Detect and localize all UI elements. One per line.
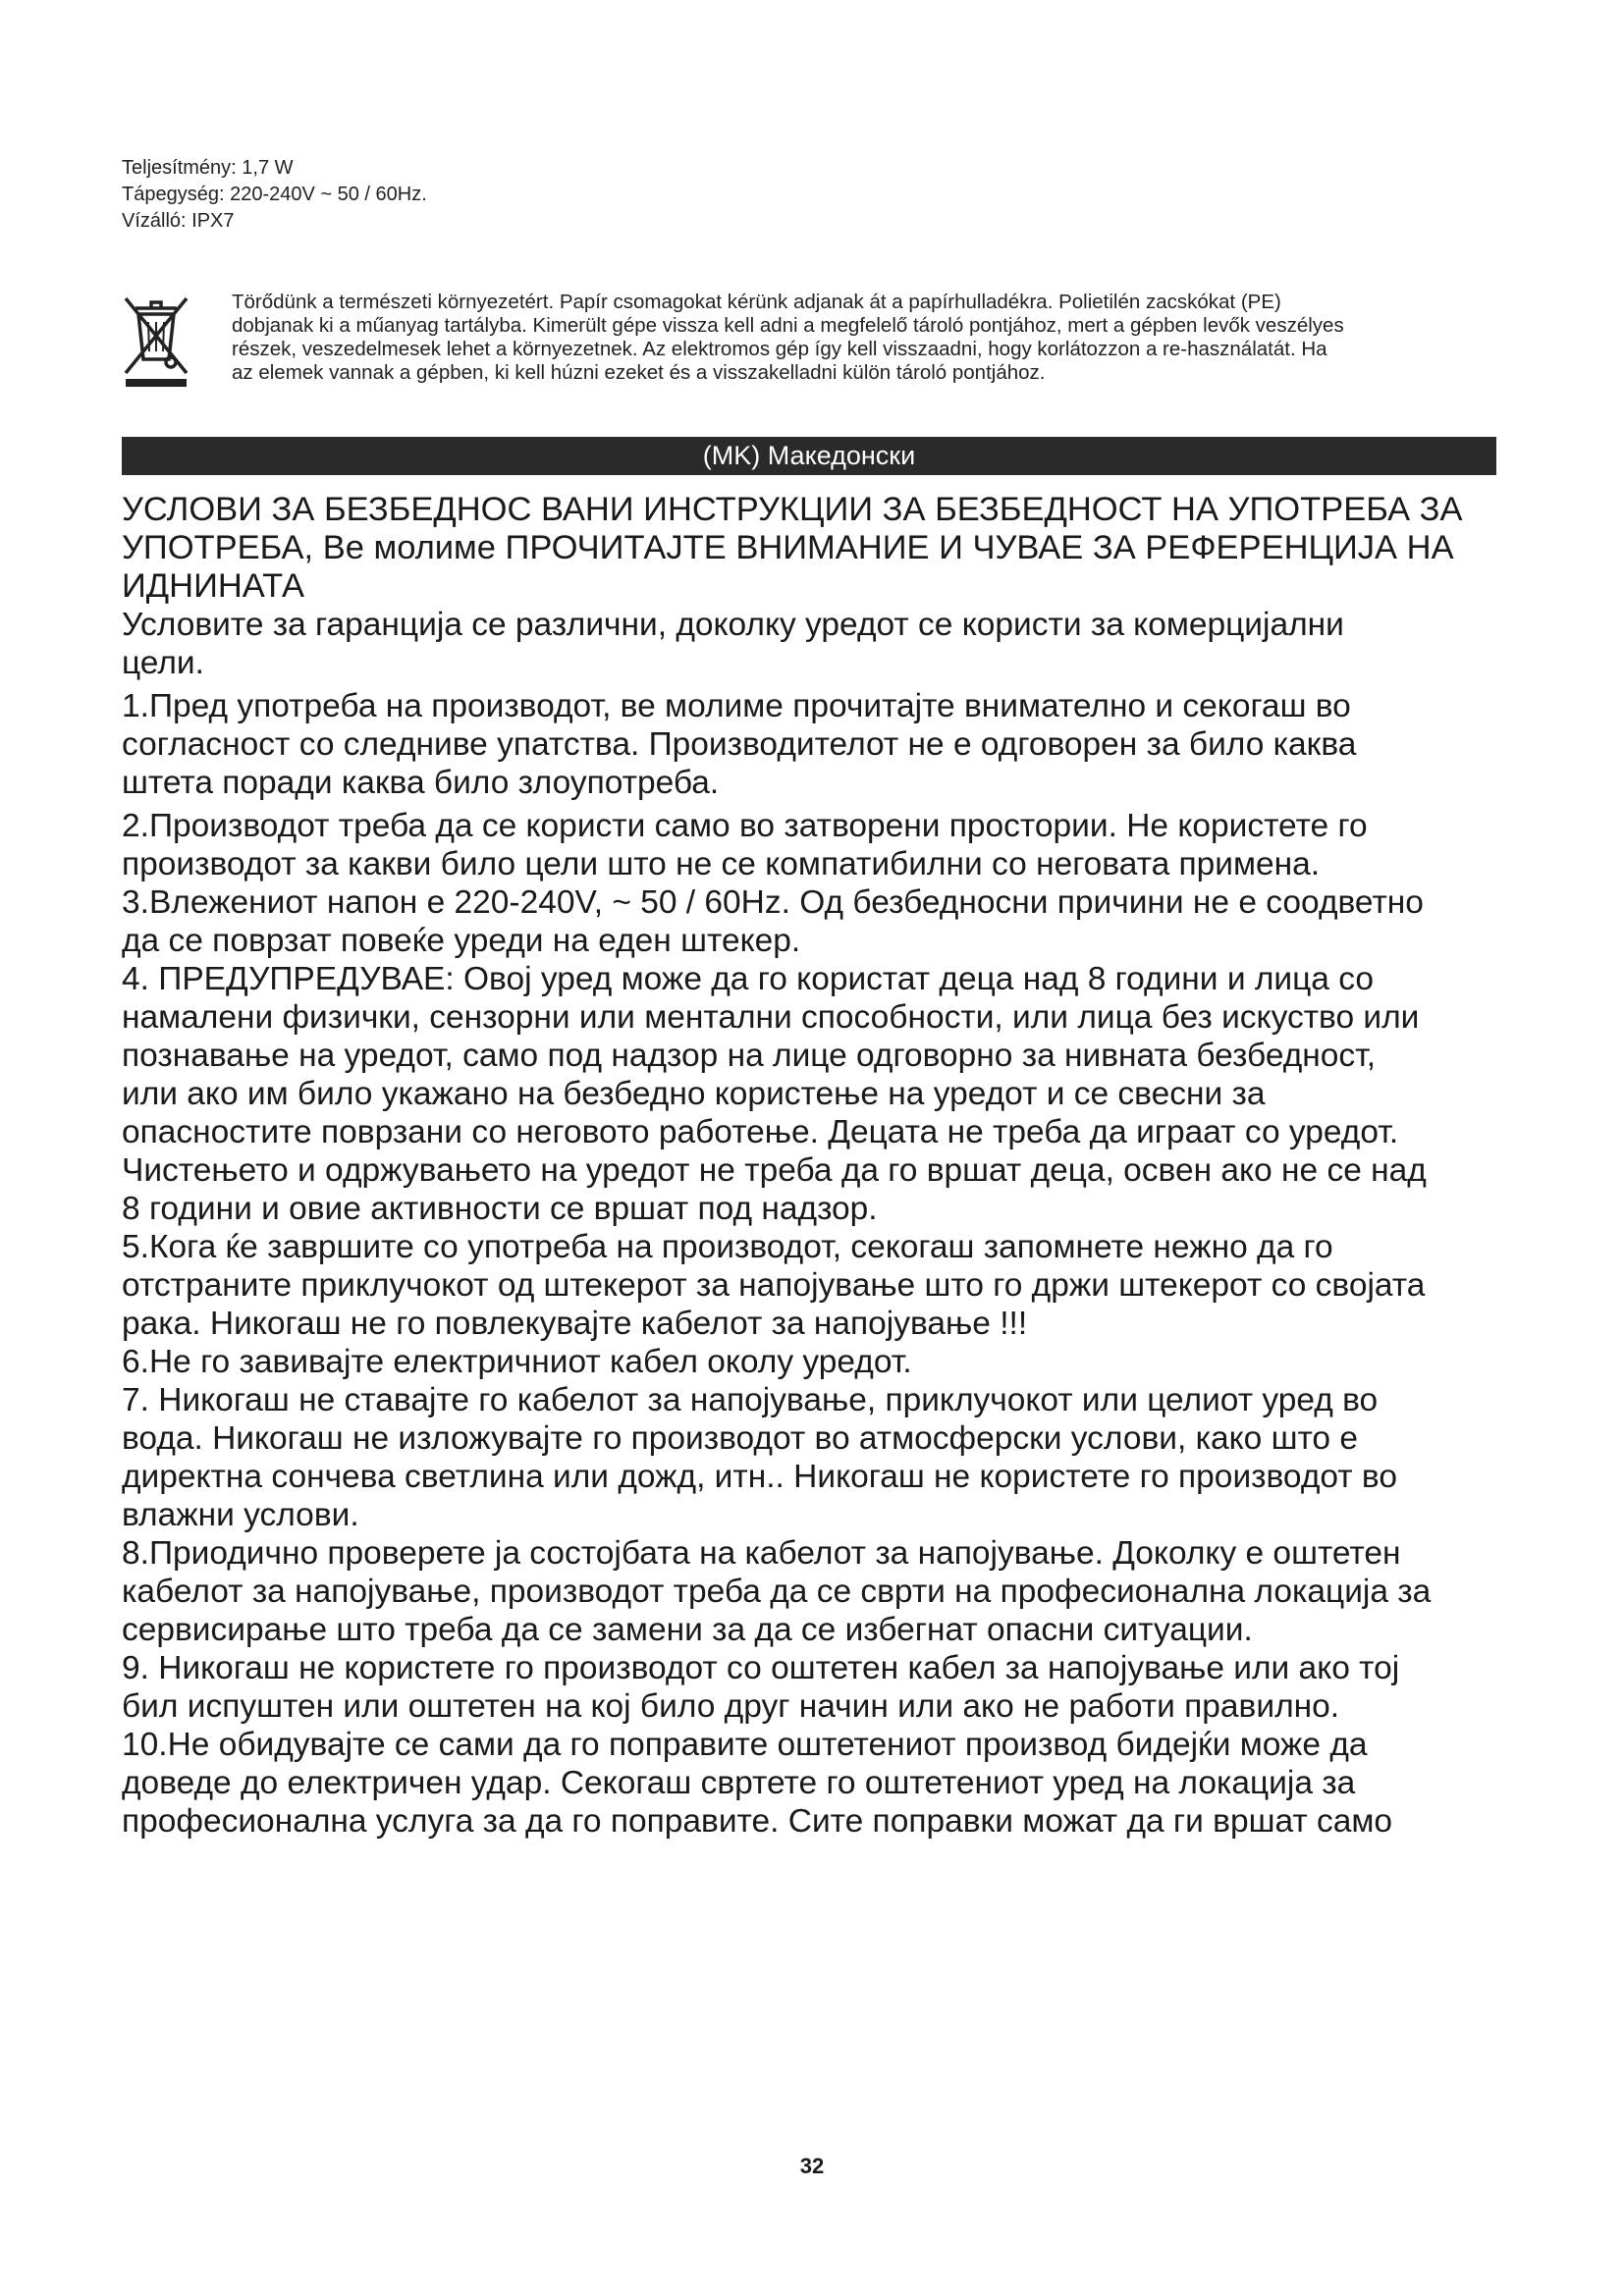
eco-notice-line: az elemek vannak a gépben, ki kell húzni ezeket és a visszakelladni külön tároló pontjához. — [232, 361, 1046, 384]
instruction-3-line: 3.Влежениот напон е 220-240V, ~ 50 / 60Hz. Од безбедносни причини не е соодветно — [122, 884, 1424, 921]
paragraph-line: Условите за гаранција се различни, доколку уредот се користи за комерцијални — [122, 607, 1344, 643]
spec-power-supply: Tápegység: 220-240V ~ 50 / 60Hz. — [122, 184, 427, 205]
instruction-4-line: 4. ПРЕДУПРЕДУВАЕ: Овој уред може да го користат деца над 8 години и лица со — [122, 961, 1374, 997]
section-title-line: УСЛОВИ ЗА БЕЗБЕДНОС ВАНИ ИНСТРУКЦИИ ЗА БЕЗБЕДНОСТ НА УПОТРЕБА ЗА — [122, 491, 1463, 528]
instruction-1-line: согласност со следниве упатства. Производителот не е одговорен за било каква — [122, 726, 1357, 763]
instruction-4-line: 8 години и овие активности се вршат под надзор. — [122, 1191, 878, 1227]
instruction-8-line: кабелот за напојување, производот треба да се сврти на професионална локација за — [122, 1574, 1432, 1610]
instruction-4-line: или ако им било укажано на безбедно користење на уредот и се свесни за — [122, 1076, 1266, 1112]
language-section-header: (MK) Македонски — [122, 437, 1496, 475]
instruction-8-line: сервисирање што треба да се замени за да се избегнат опасни ситуации. — [122, 1612, 1253, 1648]
eco-notice-line: dobjanak ki a műanyag tartályba. Kimerült gépe vissza kell adni a megfelelő tároló pontjához, mert a gépben levők veszélyes — [232, 314, 1344, 337]
instruction-7-line: директна сончева светлина или дожд, итн.. Никогаш не користете го производот во — [122, 1459, 1397, 1495]
section-title-line: УПОТРЕБА, Ве молиме ПРОЧИТАЈТЕ ВНИМАНИЕ И ЧУВАЕ ЗА РЕФЕРЕНЦИЈА НА — [122, 529, 1454, 566]
instruction-5-line: 5.Кога ќе завршите со употреба на производот, секогаш запомнете нежно да го — [122, 1229, 1333, 1265]
eco-notice-text — [232, 291, 1606, 385]
instruction-7-line: влажни услови. — [122, 1497, 359, 1533]
instruction-3-line: да се поврзат повеќе уреди на еден штекер. — [122, 923, 801, 959]
instruction-5-line: рака. Никогаш не го повлекувајте кабелот за напојување !!! — [122, 1306, 1028, 1342]
instruction-4-line: опасностите поврзани со неговото работење. Децата не треба да играат со уредот. — [122, 1114, 1399, 1150]
instruction-8-line: 8.Приодично проверете ја состојбата на кабелот за напојување. Доколку е оштетен — [122, 1535, 1401, 1572]
instruction-2-line: 2.Производот треба да се користи само во затворени простории. Не користете го — [122, 808, 1368, 844]
instructions-body — [122, 491, 1516, 1841]
instruction-7-line: вода. Никогаш не изложувајте го производот во атмосферски услови, како што е — [122, 1420, 1358, 1457]
instruction-10-line: доведе до електричен удар. Секогаш свртете го оштетениот уред на локација за — [122, 1765, 1356, 1801]
technical-specs — [122, 155, 427, 235]
instruction-2-line: производот за какви било цели што не се компатибилни со неговата примена. — [122, 846, 1321, 882]
instruction-9-line: 9. Никогаш не користете го производот со оштетен кабел за напојување или ако тој — [122, 1650, 1400, 1686]
instruction-6-line: 6.Не го завивајте електричниот кабел околу уредот. — [122, 1344, 912, 1380]
instruction-10-line: 10.Не обидувајте се сами да го поправите оштетениот производ бидејќи може да — [122, 1727, 1368, 1763]
instruction-10-line: професионална услуга за да го поправите. Сите поправки можат да ги вршат само — [122, 1803, 1393, 1840]
instruction-4-line: Чистењето и одржувањето на уредот не треба да го вршат деца, освен ако не се над — [122, 1152, 1427, 1189]
instruction-7-line: 7. Никогаш не ставајте го кабелот за напојување, приклучокот или целиот уред во — [122, 1382, 1379, 1418]
page-number: 32 — [799, 2154, 825, 2178]
paragraph-line: цели. — [122, 645, 204, 681]
instruction-9-line: бил испуштен или оштетен на кој било друг начин или ако не работи правилно. — [122, 1688, 1340, 1725]
instruction-1-line: 1.Пред употреба на производот, ве молиме прочитајте внимателно и секогаш во — [122, 688, 1351, 724]
eco-notice-line: részek, veszedelmesek lehet a környezetnek. Az elektromos gép így kell visszaadni, hogy korlátozzon a re-használatát. Ha — [232, 338, 1327, 360]
spec-waterproof: Vízálló: IPX7 — [122, 210, 235, 232]
instruction-4-line: познавање на уредот, само под надзор на лице одговорно за нивната безбедност, — [122, 1038, 1377, 1074]
eco-notice-line: Törődünk a természeti környezetért. Papír csomagokat kérünk adjanak át a papírhulladékra. Polietilén zacskókat (PE) — [232, 291, 1281, 313]
crossed-out-wheelie-bin-icon — [122, 291, 190, 389]
spec-power: Teljesítmény: 1,7 W — [122, 157, 294, 179]
instruction-1-line: штета поради каква било злоупотреба. — [122, 765, 720, 801]
instruction-4-line: намалени физички, сензорни или ментални способности, или лица без искуство или — [122, 999, 1420, 1036]
section-title-line: ИДНИНАТА — [122, 567, 305, 605]
instruction-5-line: отстраните приклучокот од штекерот за напојување што го држи штекерот со својата — [122, 1267, 1426, 1304]
